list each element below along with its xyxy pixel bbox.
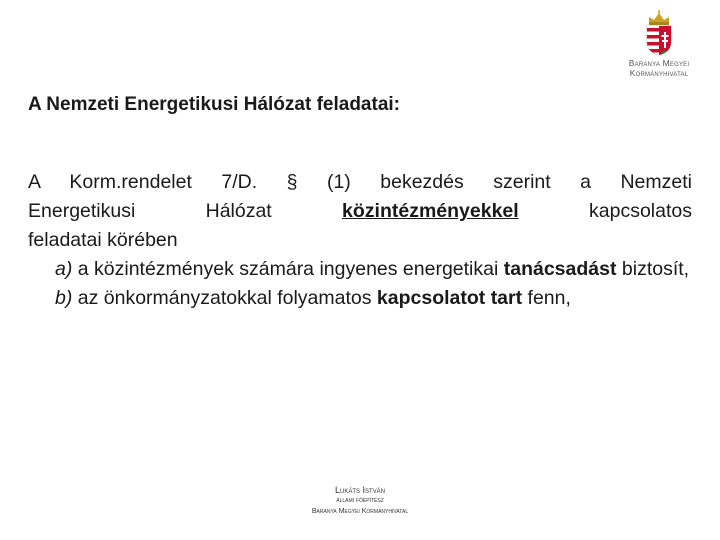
logo-line-1: Baranya Megyei [628, 58, 690, 68]
item-marker: b) [55, 287, 73, 309]
list-item [55, 284, 692, 313]
page-title: A Nemzeti Energetikusi Hálózat feladatai: [28, 94, 401, 115]
footer-org: Baranya Megyei Kormányhivatal [311, 508, 409, 515]
item-bold: tanácsadást [503, 258, 617, 280]
item-text-end: biztosít, [616, 258, 690, 280]
item-bold: kapcsolatot tart [376, 287, 523, 309]
logo-text [606, 58, 712, 78]
intro-line-2 [28, 197, 692, 226]
slide-body [28, 168, 692, 313]
intro-line-3: feladatai körében [28, 229, 178, 251]
task-list [28, 255, 692, 313]
item-text: az önkormányzatokkal folyamatos [72, 287, 377, 309]
intro-emphasis: közintézményekkel [342, 200, 519, 222]
list-item [55, 255, 692, 284]
coat-of-arms-icon [644, 10, 674, 56]
item-text-end: fenn, [522, 287, 571, 309]
footer [250, 484, 470, 518]
logo [606, 10, 712, 84]
logo-line-2: Kormányhivatal [629, 68, 689, 78]
item-marker: a) [55, 258, 73, 280]
intro-part-b: kapcsolatos [518, 200, 692, 222]
footer-name: Lukáts István [334, 485, 385, 495]
footer-title: állami főépítész [336, 497, 384, 504]
intro-line-1: A Korm.rendelet 7/D. § (1) bekezdés szerint a Nemzeti [28, 171, 692, 193]
item-text: a közintézmények számára ingyenes energetikai [72, 258, 504, 280]
intro-part-a: Energetikusi Hálózat [28, 200, 343, 222]
